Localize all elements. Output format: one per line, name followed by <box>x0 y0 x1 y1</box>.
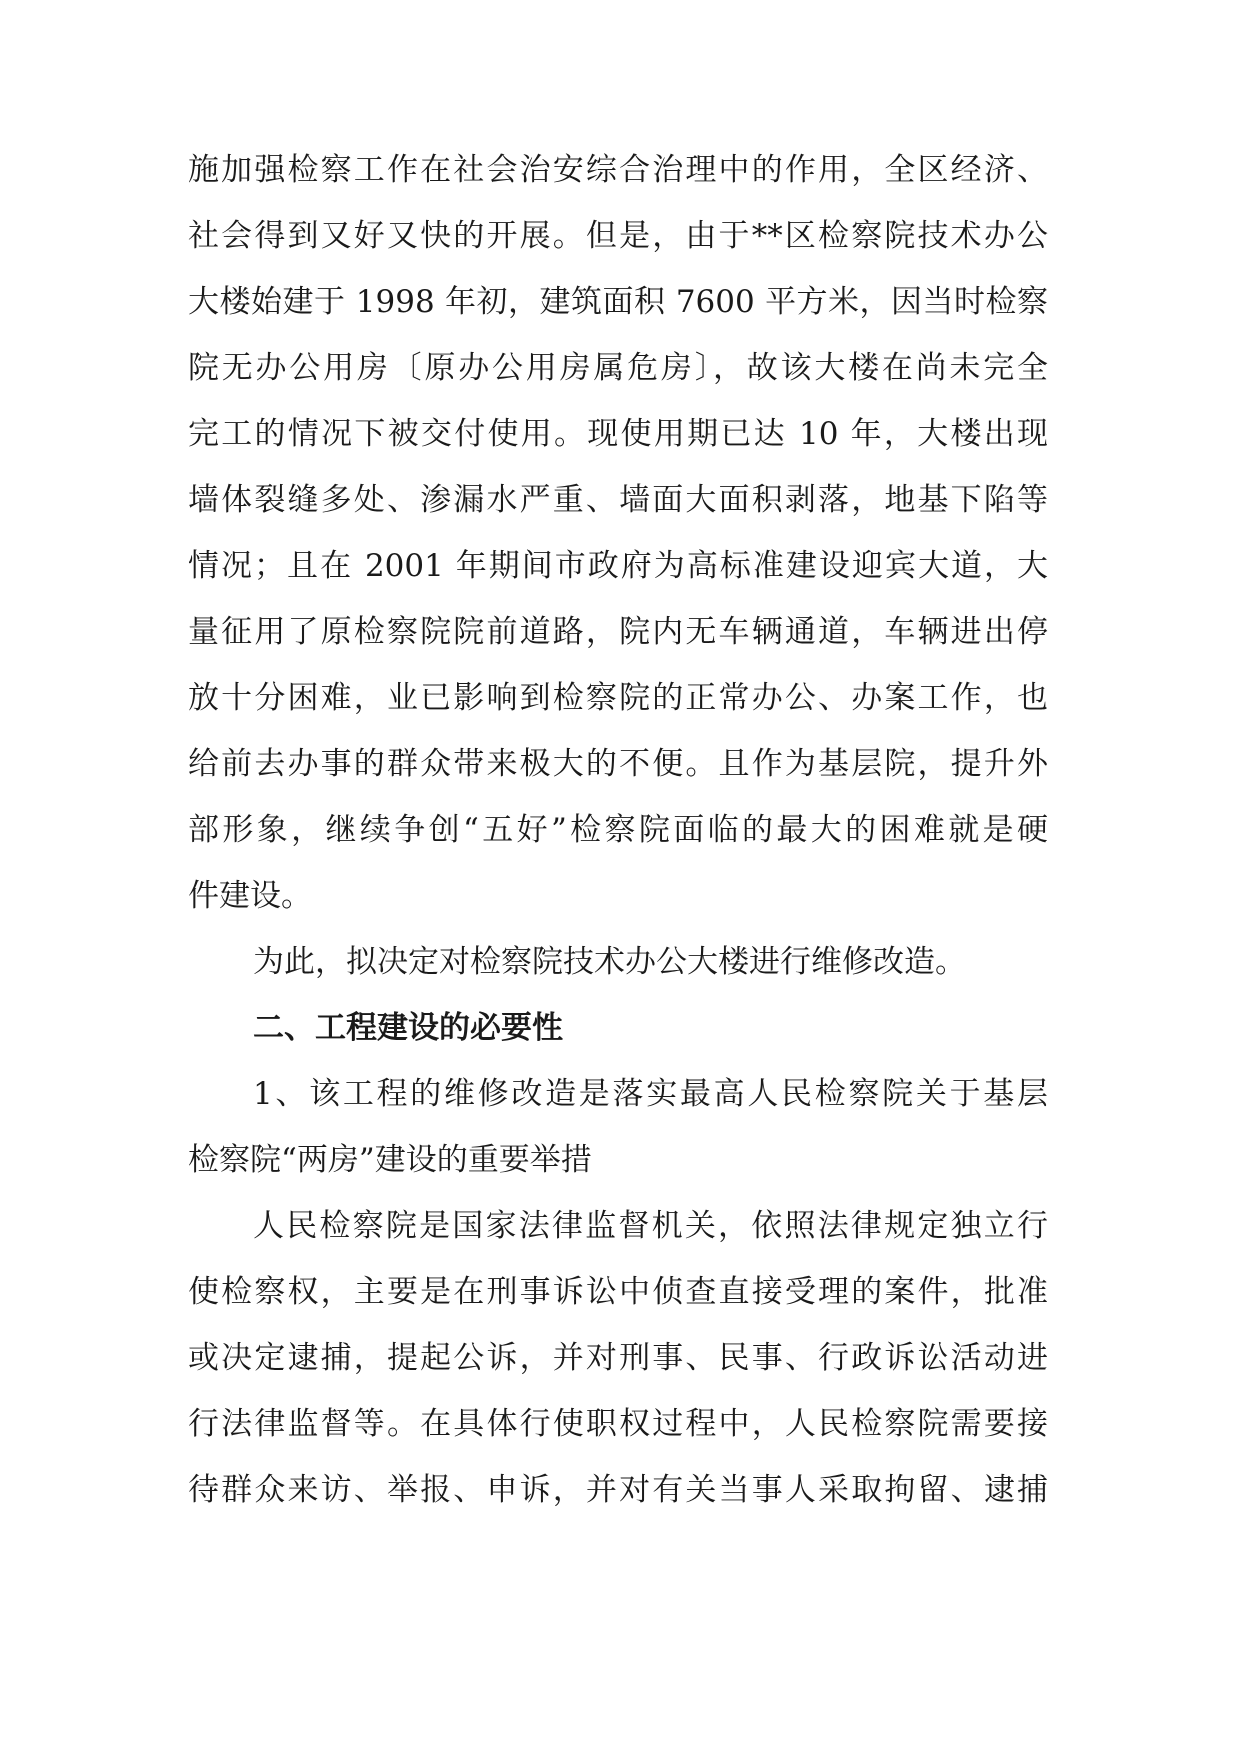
paragraph-line: 施加强检察工作在社会治安综合治理中的作用，全区经济、 <box>188 152 1048 188</box>
paragraph-line: 墙体裂缝多处、渗漏水严重、墙面大面积剥落，地基下陷等 <box>188 482 1048 518</box>
paragraph-line: 或决定逮捕，提起公诉，并对刑事、民事、行政诉讼活动进 <box>188 1340 1048 1376</box>
paragraph-line: 人民检察院是国家法律监督机关，依照法律规定独立行 <box>253 1208 1048 1244</box>
paragraph-line: 使检察权，主要是在刑事诉讼中侦查直接受理的案件，批准 <box>188 1274 1048 1310</box>
paragraph-line: 完工的情况下被交付使用。现使用期已达 10 年，大楼出现 <box>188 416 1048 452</box>
paragraph-line: 情况；且在 2001 年期间市政府为高标准建设迎宾大道，大 <box>188 548 1048 584</box>
paragraph-line: 给前去办事的群众带来极大的不便。且作为基层院，提升外 <box>188 746 1048 782</box>
paragraph-line: 件建设。 <box>188 878 312 914</box>
paragraph-line: 放十分困难，业已影响到检察院的正常办公、办案工作，也 <box>188 680 1048 716</box>
paragraph-line: 行法律监督等。在具体行使职权过程中，人民检察院需要接 <box>188 1406 1048 1442</box>
paragraph-line: 部形象，继续争创“五好”检察院面临的最大的困难就是硬 <box>188 812 1048 848</box>
paragraph-line: 大楼始建于 1998 年初，建筑面积 7600 平方米，因当时检察 <box>188 284 1048 320</box>
section-heading: 二、工程建设的必要性 <box>253 1010 563 1046</box>
paragraph-line: 为此，拟决定对检察院技术办公大楼进行维修改造。 <box>253 944 966 980</box>
subsection-heading-line: 检察院“两房”建设的重要举措 <box>188 1142 592 1178</box>
paragraph-line: 院无办公用房〔原办公用房属危房〕，故该大楼在尚未完全 <box>188 350 1048 386</box>
subsection-heading-line: 1、该工程的维修改造是落实最高人民检察院关于基层 <box>253 1076 1048 1112</box>
paragraph-line: 社会得到又好又快的开展。但是，由于**区检察院技术办公 <box>188 218 1048 254</box>
paragraph-line: 待群众来访、举报、申诉，并对有关当事人采取拘留、逮捕 <box>188 1472 1048 1508</box>
paragraph-line: 量征用了原检察院院前道路，院内无车辆通道，车辆进出停 <box>188 614 1048 650</box>
